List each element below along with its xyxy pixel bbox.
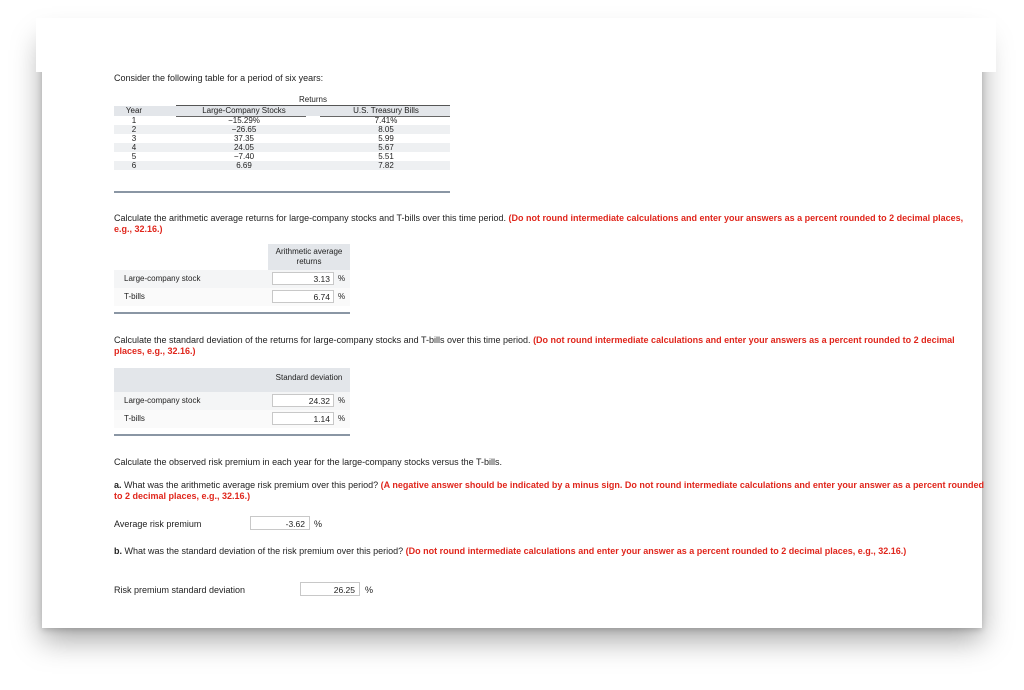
table-row <box>114 116 450 125</box>
lcs-average-input[interactable]: 3.13 <box>272 272 334 285</box>
table-row <box>114 152 450 161</box>
table-row <box>114 270 350 288</box>
q2-prompt <box>114 335 964 357</box>
percent-unit: % <box>338 292 346 301</box>
arithmetic-average-header: Arithmetic average returns <box>268 244 350 270</box>
cell-lcs: −26.65 <box>231 125 257 134</box>
cell-year: 3 <box>131 134 137 143</box>
standard-deviation-table <box>114 368 350 440</box>
tbills-stdev-input[interactable]: 1.14 <box>272 412 334 425</box>
returns-group-header: Returns <box>176 95 450 106</box>
tbills-average-input[interactable]: 6.74 <box>272 290 334 303</box>
q1-text: Calculate the arithmetic average returns for large-company stocks and T-bills over this time period. <box>114 213 507 223</box>
percent-unit: % <box>365 585 374 595</box>
q3a-prefix: a. <box>114 480 122 490</box>
q3a-instruction: (A negative answer should be indicated by a minus sign. Do not round intermediate calculations and enter your answer as a percent rounded to 2 decimal places, e.g., 32.16.) <box>114 480 984 501</box>
cell-lcs: −7.40 <box>233 152 255 161</box>
table-row <box>114 143 450 152</box>
cell-lcs: 6.69 <box>236 161 252 170</box>
cell-lcs: 24.05 <box>233 143 255 152</box>
row-label: Large-company stock <box>124 396 201 405</box>
table-row <box>114 134 450 143</box>
q2-instruction: (Do not round intermediate calculations and enter your answers as a percent rounded to 2 decimal places, e.g., 32.16.) <box>114 335 955 356</box>
table-row <box>114 288 350 306</box>
cell-year: 2 <box>131 125 137 134</box>
row-label: Large-company stock <box>124 274 201 283</box>
q3b-text: What was the standard deviation of the risk premium over this period? <box>124 546 404 556</box>
percent-unit: % <box>338 396 346 405</box>
q1-prompt <box>114 213 964 235</box>
arithmetic-average-table <box>114 244 350 316</box>
cell-tb: 5.99 <box>378 134 394 143</box>
returns-column-headers <box>114 106 450 116</box>
q2-text: Calculate the standard deviation of the returns for large-company stocks and T-bills over this time period. <box>114 335 531 345</box>
avg-risk-premium-input[interactable]: -3.62 <box>250 516 310 530</box>
percent-unit: % <box>338 274 346 283</box>
cell-year: 4 <box>131 143 137 152</box>
table-row <box>114 161 450 170</box>
percent-unit: % <box>338 414 346 423</box>
lcs-stdev-input[interactable]: 24.32 <box>272 394 334 407</box>
table-row <box>114 125 450 134</box>
risk-premium-stdev-label: Risk premium standard deviation <box>114 585 246 595</box>
table-bottom-rule <box>114 312 350 314</box>
col-large-company-stocks: Large-Company Stocks <box>202 106 286 115</box>
cell-year: 1 <box>131 116 137 125</box>
avg-risk-premium-label: Average risk premium <box>114 519 202 529</box>
cell-tb: 5.51 <box>378 152 394 161</box>
cell-year: 5 <box>131 152 137 161</box>
q1-instruction: (Do not round intermediate calculations and enter your answers as a percent rounded to 2 decimal places, e.g., 32.16.) <box>114 213 964 234</box>
cell-lcs: 37.35 <box>233 134 255 143</box>
table-row <box>114 392 350 410</box>
cell-lcs: −15.29% <box>228 116 260 125</box>
col-year: Year <box>125 106 143 115</box>
cell-tb: 7.82 <box>378 161 394 170</box>
standard-deviation-header: Standard deviation <box>268 368 350 394</box>
cell-tb: 5.67 <box>378 143 394 152</box>
cell-tb: 8.05 <box>378 125 394 134</box>
col-treasury-bills: U.S. Treasury Bills <box>353 106 419 115</box>
percent-unit: % <box>314 519 323 529</box>
q3b-prompt <box>114 546 984 557</box>
q3b-instruction: (Do not round intermediate calculations and enter your answer as a percent rounded to 2 decimal places, e.g., 32.16.) <box>405 546 907 556</box>
cell-year: 6 <box>131 161 137 170</box>
cell-tb: 7.41% <box>374 116 398 125</box>
header-fill <box>114 368 268 392</box>
row-label: T-bills <box>124 292 145 301</box>
table-bottom-rule <box>114 191 450 193</box>
intro-text: Consider the following table for a period of six years: <box>114 73 324 83</box>
q3-text: Calculate the observed risk premium in each year for the large-company stocks versus the T-bills. <box>114 457 503 467</box>
table-bottom-rule <box>114 434 350 436</box>
table-row <box>114 410 350 428</box>
q3a-prompt <box>114 480 984 502</box>
q3b-prefix: b. <box>114 546 122 556</box>
row-label: T-bills <box>124 414 145 423</box>
q3a-text: What was the arithmetic average risk premium over this period? <box>124 480 379 490</box>
risk-premium-stdev-input[interactable]: 26.25 <box>300 582 360 596</box>
